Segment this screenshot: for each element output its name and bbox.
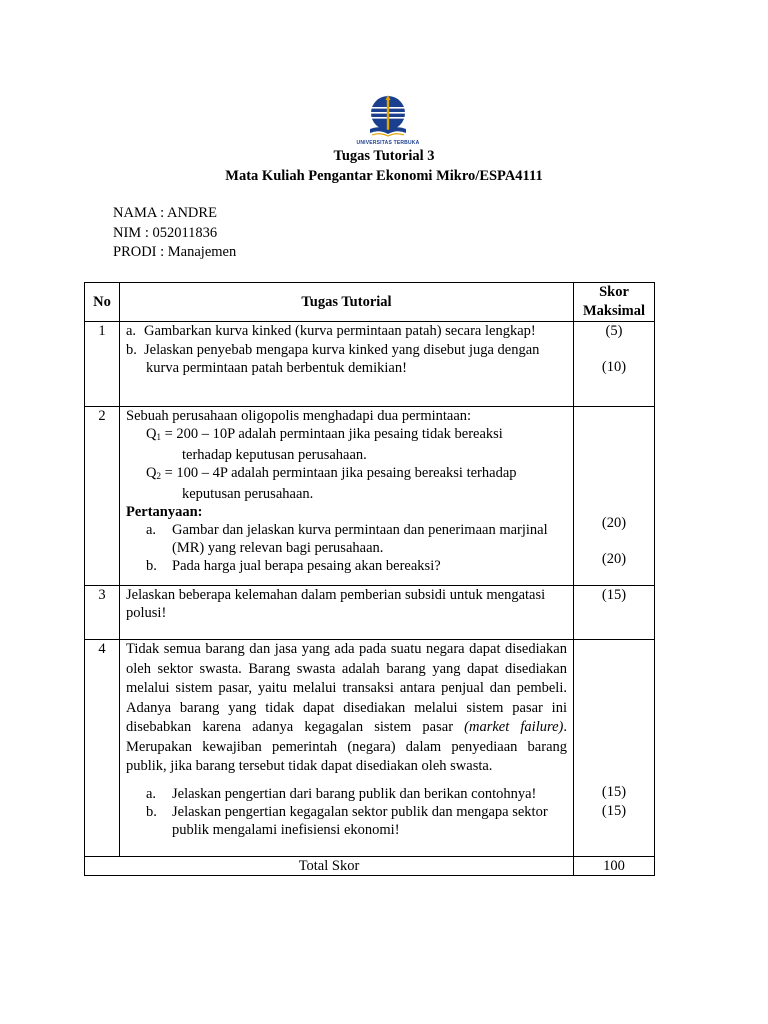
question-item-a xyxy=(126,322,567,340)
row-number: 4 xyxy=(85,640,120,857)
total-row xyxy=(85,857,655,876)
task-intro: Sebuah perusahaan oligopolis menghadapi dua permintaan: xyxy=(126,408,472,424)
question-item-a xyxy=(126,521,567,557)
item-marker: a. xyxy=(146,785,157,802)
course-subtitle: Mata Kuliah Pengantar Ekonomi Mikro/ESPA4111 xyxy=(225,168,543,184)
score-cell xyxy=(574,640,655,857)
item-text: Jelaskan penyebab mengapa kurva kinked yang disebut juga dengan xyxy=(144,342,540,358)
question-item-a xyxy=(126,785,567,803)
row-number: 1 xyxy=(85,322,120,407)
header-score-line2: Maksimal xyxy=(582,303,646,319)
item-text-cont: kurva permintaan patah berbentuk demikian! xyxy=(146,360,407,376)
item-marker: a. xyxy=(146,522,157,538)
header-score-line1: Skor xyxy=(599,284,629,300)
score-value: (15) xyxy=(601,784,627,800)
total-value: 100 xyxy=(574,857,655,876)
demand-q1 xyxy=(126,425,567,446)
task-table xyxy=(84,282,655,876)
paragraph-text: Tidak semua barang dan jasa yang ada pada suatu negara dapat disediakan oleh sektor swasta. Barang swasta adalah barang yang dapat disediakan melalui sistem pasar, yaitu melalui transaksi antara penjual dan pembeli. Adanya barang yang tidak dapat disediakan melalui sistem pasar ini disebabkan karena adanya kegagalan sistem pasar xyxy=(126,641,567,735)
q2-sub: 2 xyxy=(156,471,161,481)
item-marker: a. xyxy=(126,323,137,339)
row-number: 2 xyxy=(85,407,120,586)
demand-q2-cont: keputusan perusahaan. xyxy=(182,486,314,502)
q2-text: = 100 – 4P adalah permintaan jika pesaing bereaksi terhadap xyxy=(160,465,517,481)
score-value: (10) xyxy=(601,359,627,375)
score-value: (20) xyxy=(601,515,627,531)
question-item-b xyxy=(126,803,567,839)
table-row xyxy=(85,640,655,857)
universitas-terbuka-logo xyxy=(364,93,412,147)
item-text: Jelaskan pengertian kegagalan sektor publik dan mengapa sektor publik mengalami inefisiensi ekonomi! xyxy=(172,803,548,838)
q1-text: = 200 – 10P adalah permintaan jika pesaing tidak bereaksi xyxy=(160,426,503,442)
item-marker: b. xyxy=(146,558,157,574)
student-nim: NIM : 052011836 xyxy=(113,225,218,241)
task-cell xyxy=(120,322,574,407)
item-text: Pada harga jual berapa pesaing akan bereaksi? xyxy=(172,558,441,574)
table-header-row xyxy=(85,283,655,322)
item-marker: b. xyxy=(126,342,137,358)
demand-q1-cont: terhadap keputusan perusahaan. xyxy=(182,447,367,463)
item-text: Gambarkan kurva kinked (kurva permintaan patah) secara lengkap! xyxy=(144,323,536,339)
task-cell: Jelaskan beberapa kelemahan dalam pemberian subsidi untuk mengatasi polusi! xyxy=(120,586,574,640)
paragraph-text-end: . Merupakan kewajiban pemerintah (negara) dalam penyediaan barang publik, jika barang tersebut tidak dapat disediakan oleh swasta. xyxy=(126,719,567,774)
table-row xyxy=(85,407,655,586)
score-cell xyxy=(574,407,655,586)
student-name: NAMA : ANDRE xyxy=(113,205,217,221)
total-label: Total Skor xyxy=(85,857,574,876)
student-prodi: PRODI : Manajemen xyxy=(113,244,237,260)
score-value: (15) xyxy=(601,803,627,819)
task-cell xyxy=(120,407,574,586)
score-value: (15) xyxy=(574,586,655,640)
question-label: Pertanyaan: xyxy=(126,504,203,520)
q1-var: Q xyxy=(146,426,157,442)
logo-caption: UNIVERSITAS TERBUKA xyxy=(356,140,420,146)
score-value: (5) xyxy=(605,323,623,339)
task-cell xyxy=(120,640,574,857)
table-row xyxy=(85,322,655,407)
paragraph-italic: (market failure) xyxy=(464,719,564,735)
table-row xyxy=(85,586,655,640)
score-cell xyxy=(574,322,655,407)
item-text: Gambar dan jelaskan kurva permintaan dan penerimaan marjinal (MR) yang relevan bagi perusahaan. xyxy=(172,522,548,556)
item-text: Jelaskan pengertian dari barang publik dan berikan contohnya! xyxy=(172,785,537,802)
q1-sub: 1 xyxy=(156,432,161,442)
question-item-b xyxy=(126,341,567,359)
item-marker: b. xyxy=(146,803,157,820)
question-item-b xyxy=(126,557,567,575)
document-title: Tugas Tutorial 3 xyxy=(333,148,435,164)
header-no: No xyxy=(85,283,120,322)
row-number: 3 xyxy=(85,586,120,640)
header-score xyxy=(574,283,655,322)
header-task: Tugas Tutorial xyxy=(120,283,574,322)
task-paragraph xyxy=(126,640,567,777)
demand-q2 xyxy=(126,464,567,485)
q2-var: Q xyxy=(146,465,157,481)
score-value: (20) xyxy=(601,551,627,567)
